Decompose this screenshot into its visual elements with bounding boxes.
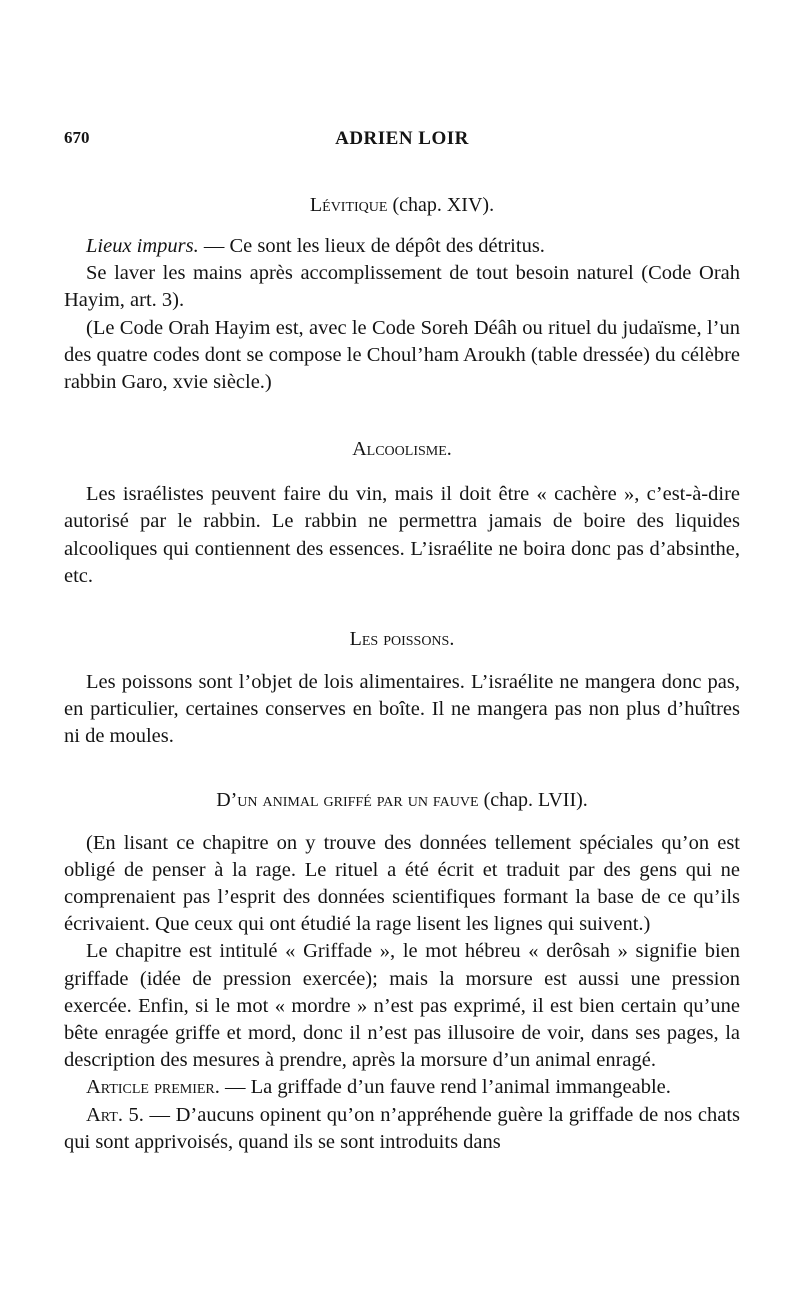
running-title: ADRIEN LOIR	[335, 128, 469, 149]
section-body-levitique	[64, 233, 740, 396]
section-body-poissons	[64, 669, 740, 751]
article-text: — D’aucuns opinent qu’on n’appréhende guère la griffade de nos chats qui sont apprivoisés, quand ils se sont introduits dans	[64, 1103, 740, 1153]
section-body-alcoolisme	[64, 481, 740, 590]
paragraph: Le chapitre est intitulé « Griffade », le mot hébreu « derôsah » signifie bien griffade (idée de pression exercée); mais la morsure est aussi une pression exercée. Enfin, si le mot « mordre » n’est pas exprimé, il est bien certain qu’une bête enragée griffe et mord, donc il n’est pas illusoire de voir, dans ses pages, la description des mesures à prendre, après la morsure d’un animal enragé.	[64, 940, 740, 1072]
section-title-alcoolisme	[64, 438, 740, 461]
paragraph	[64, 233, 740, 260]
paragraph: Se laver les mains après accomplissement de tout besoin naturel (Code Orah Hayim, art. 3).	[64, 262, 740, 312]
section-title-levitique	[64, 194, 740, 217]
article-paragraph	[64, 1102, 740, 1156]
book-page	[64, 120, 740, 1156]
section-body-animal-griffe	[64, 830, 740, 1156]
paragraph: Les israélistes peuvent faire du vin, mais il doit être « cachère », c’est-à-dire autorisé par le rabbin. Le rabbin ne permettra jamais de boire des liquides alcooliques qui contiennent des essences. L’israélite ne boira donc pas d’absinthe, etc.	[64, 483, 740, 587]
section-title-chapter: (chap. LVII).	[478, 788, 588, 811]
lead-text: — Ce sont les lieux de dépôt des détritus.	[198, 235, 545, 257]
running-header	[64, 120, 740, 150]
paragraph: Les poissons sont l’objet de lois alimentaires. L’israélite ne mangera donc pas, en particulier, certaines conserves en boîte. Il ne mangera pas non plus d’huîtres ni de moules.	[64, 671, 740, 748]
lead-italic: Lieux impurs.	[86, 235, 199, 257]
section-title-animal-griffe	[64, 789, 740, 812]
section-title-smallcaps: Lévitique	[309, 194, 388, 216]
page-number: 670	[64, 128, 90, 147]
article-text: — La griffade d’un fauve rend l’animal immangeable.	[219, 1076, 671, 1099]
section-title-smallcaps: D’un animal griffé par un fauve	[216, 788, 479, 811]
article-label: Art. 5.	[86, 1103, 144, 1126]
paragraph: (Le Code Orah Hayim est, avec le Code Soreh Déâh ou rituel du judaïsme, l’un des quatre codes dont se compose le Choul’ham Aroukh (table dressée) du célèbre rabbin Garo, xvie siècle.)	[64, 316, 740, 394]
article-paragraph	[64, 1074, 740, 1101]
article-label: Article premier.	[86, 1076, 220, 1099]
section-title-smallcaps: Les poissons.	[349, 628, 455, 651]
section-title-poissons	[64, 628, 740, 651]
section-title-chapter: (chap. XIV).	[387, 194, 495, 216]
section-title-smallcaps: Alcoolisme.	[352, 438, 452, 461]
paragraph: (En lisant ce chapitre on y trouve des données tellement spéciales qu’on est obligé de penser à la rage. Le rituel a été écrit et traduit par des gens qui ne comprenaient pas l’esprit des données scientifiques formant la base de ce qu’ils écrivaient. Que ceux qui ont étudié la rage lisent les lignes qui suivent.)	[64, 831, 740, 936]
